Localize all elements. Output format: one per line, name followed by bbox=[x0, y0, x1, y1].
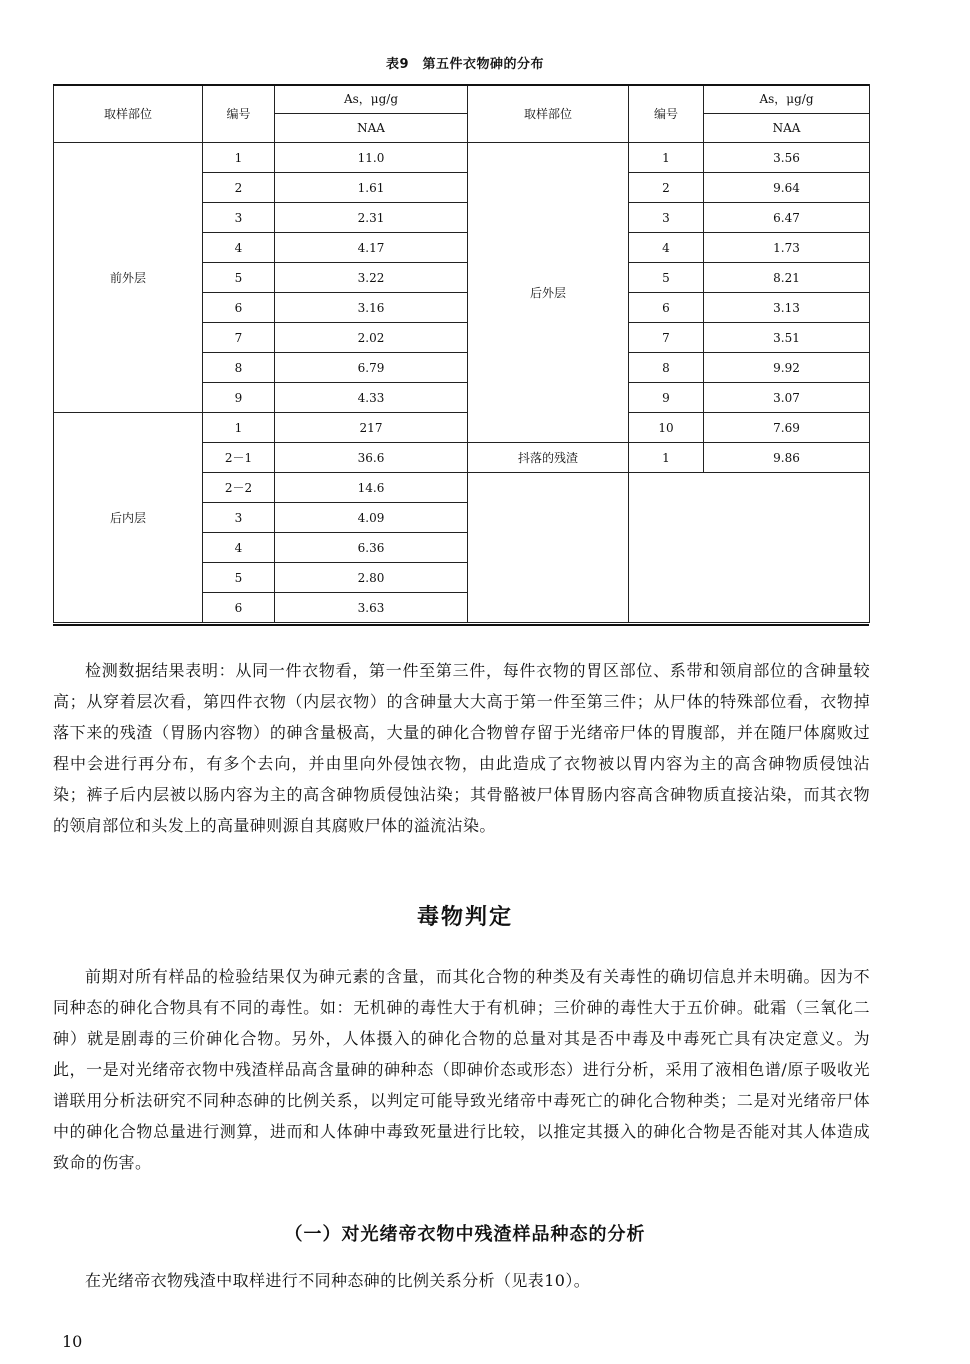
row-value: 217 bbox=[275, 413, 468, 443]
row-value: 9.64 bbox=[704, 173, 870, 203]
row-number: 5 bbox=[203, 263, 275, 293]
row-number: 4 bbox=[629, 233, 704, 263]
row-value: 14.6 bbox=[275, 473, 468, 503]
row-number: 2－2 bbox=[203, 473, 275, 503]
row-value: 3.07 bbox=[704, 383, 870, 413]
row-value: 9.92 bbox=[704, 353, 870, 383]
row-number: 10 bbox=[629, 413, 704, 443]
row-value: 1.73 bbox=[704, 233, 870, 263]
row-number: 6 bbox=[629, 293, 704, 323]
page-number: 10 bbox=[62, 1332, 83, 1351]
row-value: 3.16 bbox=[275, 293, 468, 323]
group-residue: 抖落的残渣 bbox=[468, 443, 629, 473]
row-number: 5 bbox=[203, 563, 275, 593]
subsection-title: （一）对光绪帝衣物中残渣样品种态的分析 bbox=[284, 1224, 646, 1245]
row-value: 3.22 bbox=[275, 263, 468, 293]
row-number: 1 bbox=[629, 443, 704, 473]
row-value: 1.61 bbox=[275, 173, 468, 203]
row-value: 3.51 bbox=[704, 323, 870, 353]
row-number: 2－1 bbox=[203, 443, 275, 473]
row-number: 4 bbox=[203, 533, 275, 563]
header-as-right: As，μg/g bbox=[704, 85, 870, 114]
row-value: 7.69 bbox=[704, 413, 870, 443]
row-number: 8 bbox=[203, 353, 275, 383]
arsenic-distribution-table bbox=[53, 84, 870, 623]
row-number: 1 bbox=[203, 143, 275, 173]
group-back-outer: 后外层 bbox=[468, 143, 629, 443]
header-method-right: NAA bbox=[704, 114, 870, 143]
header-as-left: As，μg/g bbox=[275, 85, 468, 114]
row-number: 7 bbox=[203, 323, 275, 353]
row-number: 5 bbox=[629, 263, 704, 293]
header-number-right: 编号 bbox=[629, 85, 704, 143]
empty-cell bbox=[629, 473, 870, 623]
empty-cell bbox=[468, 473, 629, 623]
row-number: 3 bbox=[629, 203, 704, 233]
row-number: 2 bbox=[203, 173, 275, 203]
row-value: 9.86 bbox=[704, 443, 870, 473]
row-value: 8.21 bbox=[704, 263, 870, 293]
group-back-inner: 后内层 bbox=[54, 413, 203, 623]
row-number: 3 bbox=[203, 503, 275, 533]
row-value: 4.17 bbox=[275, 233, 468, 263]
row-number: 9 bbox=[629, 383, 704, 413]
row-number: 8 bbox=[629, 353, 704, 383]
table-bottom-rule bbox=[53, 624, 869, 626]
row-value: 6.47 bbox=[704, 203, 870, 233]
table-title: 表9 第五件衣物砷的分布 bbox=[385, 57, 545, 72]
row-number: 6 bbox=[203, 293, 275, 323]
row-number: 9 bbox=[203, 383, 275, 413]
row-value: 6.79 bbox=[275, 353, 468, 383]
paragraph-results: 检测数据结果表明：从同一件衣物看，第一件至第三件，每件衣物的胃区部位、系带和领肩部位的含砷量较高；从穿着层次看，第四件衣物（内层衣物）的含砷量大大高于第一件至第三件；从尸体的特殊部位看，衣物掉落下来的残渣（胃肠内容物）的砷含量极高，大量的砷化合物曾存留于光绪帝尸体的胃腹部，并在随尸体腐败过程中会进行再分布，有多个去向，并由里向外侵蚀衣物，由此造成了衣物被以胃内容为主的高含砷物质侵蚀沾染；裤子后内层被以肠内容为主的高含砷物质侵蚀沾染；其骨骼被尸体胃肠内容高含砷物质直接沾染，而其衣物的领肩部位和头发上的高量砷则源自其腐败尸体的溢流沾染。 bbox=[53, 661, 870, 835]
row-value: 36.6 bbox=[275, 443, 468, 473]
row-number: 2 bbox=[629, 173, 704, 203]
header-number-left: 编号 bbox=[203, 85, 275, 143]
row-number: 6 bbox=[203, 593, 275, 623]
row-value: 4.33 bbox=[275, 383, 468, 413]
section-title: 毒物判定 bbox=[416, 905, 513, 930]
row-value: 2.02 bbox=[275, 323, 468, 353]
row-number: 1 bbox=[629, 143, 704, 173]
row-value: 6.36 bbox=[275, 533, 468, 563]
row-number: 4 bbox=[203, 233, 275, 263]
row-value: 11.0 bbox=[275, 143, 468, 173]
row-value: 2.80 bbox=[275, 563, 468, 593]
row-number: 1 bbox=[203, 413, 275, 443]
header-method-left: NAA bbox=[275, 114, 468, 143]
row-value: 3.56 bbox=[704, 143, 870, 173]
header-site-right: 取样部位 bbox=[468, 85, 629, 143]
header-site-left: 取样部位 bbox=[54, 85, 203, 143]
row-value: 4.09 bbox=[275, 503, 468, 533]
row-number: 3 bbox=[203, 203, 275, 233]
row-value: 2.31 bbox=[275, 203, 468, 233]
group-front-outer: 前外层 bbox=[54, 143, 203, 413]
row-value: 3.13 bbox=[704, 293, 870, 323]
paragraph-toxicity: 前期对所有样品的检验结果仅为砷元素的含量，而其化合物的种类及有关毒性的确切信息并未明确。因为不同种态的砷化合物具有不同的毒性。如：无机砷的毒性大于有机砷；三价砷的毒性大于五价砷。砒霜（三氧化二砷）就是剧毒的三价砷化合物。另外，人体摄入的砷化合物的总量对其是否中毒及中毒死亡具有决定意义。为此，一是对光绪帝衣物中残渣样品高含量砷的砷种态（即砷价态或形态）进行分析，采用了液相色谱/原子吸收光谱联用分析法研究不同种态砷的比例关系，以判定可能导致光绪帝中毒死亡的砷化合物种类；二是对光绪帝尸体中的砷化合物总量进行测算，进而和人体砷中毒致死量进行比较，以推定其摄入的砷化合物是否能对其人体造成致命的伤害。 bbox=[53, 967, 870, 1172]
row-number: 7 bbox=[629, 323, 704, 353]
table-top-rule bbox=[53, 84, 869, 86]
paragraph-sampling: 在光绪帝衣物残渣中取样进行不同种态砷的比例关系分析（见表10）。 bbox=[85, 1271, 591, 1290]
row-value: 3.63 bbox=[275, 593, 468, 623]
